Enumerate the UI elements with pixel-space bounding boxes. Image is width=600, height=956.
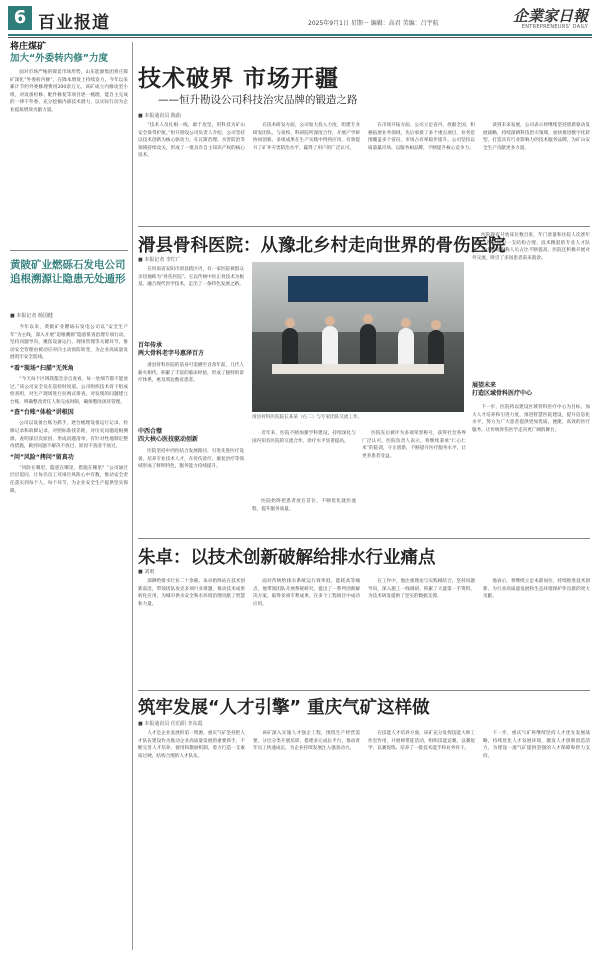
talent-story-column: 下一步，重庆气矿将继续坚持人才优先发展战略，持续优化人才发展环境，激发人才创新创造活力，为建设一流气矿提供坚强的人才保障和智力支持。 <box>483 731 590 759</box>
water-story-column: 他表示，将继续立足本职岗位，持续推进技术创新，为行业高质量发展和生态环境保护作出新的更大贡献。 <box>483 579 590 600</box>
talent-story-body <box>138 730 590 948</box>
brief-headline: 加大“外委转内修”力度 <box>10 53 108 64</box>
section-title: 百业报道 <box>38 13 110 33</box>
talent-story-column: 在技能人才培养方面，该矿充分发挥技能大师工作室作用，开展师带徒活动，组织技能竞赛，以赛促学、以赛促练，培养了一批技术能手和业务骨干。 <box>368 731 475 752</box>
masthead-rule-thin <box>8 37 592 38</box>
feature-headline: 技术破界 市场开疆 <box>138 66 340 92</box>
hospital-story-column: 医院坚持中西医结合发展路径，引进先进医疗设备，培养专业技术人才，在骨伤诊疗、康复治疗等领域形成了鲜明特色，服务能力持续提升。 <box>138 449 244 470</box>
date-line: 2025年9月1日 星期一 编辑：高君 美编：吕宇航 <box>308 20 439 27</box>
masthead <box>8 6 592 36</box>
hospital-story-column: 在河南省安阳市滑县辖区内，有一家医院被群众亲切地称为“骨伤医院”。它以传统中医正骨技术为根基，融合现代医学技术，走出了一条特色发展之路。 <box>138 267 244 288</box>
talent-story-column: 人才是企业发展的第一资源。重庆气矿坚持把人才队伍建设作为推动企业高质量发展的重要抓手，不断完善人才培养、使用和激励机制，着力打造一支素质过硬、结构合理的人才队伍。 <box>138 731 245 759</box>
hospital-story-byline: ■ 本报记者 李忙广 <box>138 257 181 263</box>
masthead-rule <box>8 34 592 36</box>
brief-story <box>10 42 128 177</box>
left-story-subhead: “问”风险“拷问”留真功 <box>10 453 74 461</box>
page-number: 6 <box>8 6 32 30</box>
hospital-story-subhead: 百年传承 两大骨科老字号惠泽百方 <box>138 342 205 357</box>
water-story-byline: ■ 刘雨 <box>138 569 155 575</box>
water-story-column: 深耕给排水行业二十余载，朱卓始终站在技术创新前沿，带领团队攻克多项行业难题，推动技术成果转化应用，为城市供水安全和水环境治理贡献了智慧和力量。 <box>138 579 245 607</box>
column-divider <box>132 42 133 950</box>
brief-headline-kicker: 将庄煤矿 <box>10 42 47 52</box>
feature-subheadline: ——恒升勘设公司科技治灾品牌的锻造之路 <box>158 94 358 106</box>
feature-byline: ■ 本报通讯员 陈曲 <box>138 113 181 119</box>
newspaper-logo-subtitle: ENTREPRENEURS' DAILY <box>521 24 588 30</box>
left-story-subhead: “看”现场“扫描”无死角 <box>10 364 74 372</box>
hospital-story-column: 医院先后被评为多项荣誉称号，获得社会各界广泛认可。医院负责人表示，将继续秉承“仁心仁术”的院训，守正创新，不断提升医疗服务水平，让更多患者受益。 <box>362 431 466 459</box>
feature-column: “技术人员扎根一线，敢于攻坚，用科技为矿山安全保驾护航。”恒升勘设公司负责人介绍，公司坚持以技术创新为核心驱动力，在瓦斯治理、水害防治等领域持续攻关，形成了一批具有自主知识产权的核心技术。 <box>138 123 245 159</box>
water-story-body <box>138 578 590 686</box>
hospital-story-subhead: 中西合璧 四大核心医技驱动创新 <box>138 428 199 443</box>
talent-story-column: 该矿深入实施人才强企工程，围绕生产经营需要，分层分类开展培训，搭建多元成长平台，推动青年员工快速成长，为企业持续发展注入强劲动力。 <box>253 731 360 752</box>
water-story-column: 面对传统给排水系统运行效率低、能耗高等痛点，他带领团队开展系统研究，提出了一系列创新解决方案，取得多项专利成果，在多个工程项目中成功应用。 <box>253 579 360 607</box>
feature-column: 谈到未来发展，公司表示将继续坚持创新驱动发展战略，持续深耕科技治灾领域，加快推进数字化转型，打造具有行业影响力的技术服务品牌，为矿山安全生产贡献更多力量。 <box>483 123 590 151</box>
hospital-story-subhead: 展望未来 打造区域骨科医疗中心 <box>472 382 533 397</box>
hospital-story-column: 近年来，医院不断加强学科建设，持续深化与国内知名医院的交流合作，诊疗水平显著提高。 <box>252 431 356 444</box>
left-story-headline: 黄陂矿业燃砾石发电公司追根溯源让隐患无处遁形 <box>10 259 126 285</box>
photo-caption: 滑县骨科医院院长某某（右二）与专家团队交流工作。 <box>252 415 363 420</box>
left-story-byline: ■ 本报记者 杨国健 <box>10 313 53 319</box>
feature-column: 在技术研发方面，公司加大投入力度，组建专业研发团队，与高校、科研院所深度合作，开展产学研协同创新。多项成果在生产实践中得到应用，有效提升了矿井灾害防治水平，赢得了用户的广泛认可。 <box>253 123 360 151</box>
talent-story-headline: 筑牢发展“人才引擎” 重庆气矿这样做 <box>138 698 430 718</box>
hospital-story-column: 医院现有开放床位数百张，年门诊量和住院人次逐年增长。医院拥有一支结构合理、技术精湛的专业人才队伍，其中高级职称人员占比不断提高。医院还积极开展对外交流，吸引了多国患者前来就诊。 <box>472 233 590 261</box>
newspaper-logo: 企業家日報 <box>512 7 588 25</box>
hospital-story-column: 下一步，医院将以建设区域骨科医疗中心为目标，加大人才培养和引进力度，推进智慧医院建设，提升信息化水平，努力为广大患者提供更加优质、便捷、高效的医疗服务，让传统骨伤医学走向更广阔的舞台。 <box>472 405 590 433</box>
section-divider <box>138 690 590 691</box>
brief-body: 面对市场严峻的煤炭市场形势，山东能源集团将庄煤矿深化“外委转内修”，在降本增效上持续发力，今年以来累计节约外委修理费用200余万元。该矿成立内修攻坚小组，对设备检修、配件修复等项目逐一梳理，能自主完成的一律不外委，充分挖掘内部技术潜力，以实际行动为企业提质增效贡献力量。 <box>10 70 128 113</box>
hospital-story-column: 医院始终把患者放在首位，不断优化就医流程，提升服务质量。 <box>252 499 356 512</box>
hospital-story-column: 滑县骨科医院的前身可追溯至百余年前，几代人薪火相传，积累了丰富的临床经验，形成了独特的诊疗体系，惠及周边数省患者。 <box>138 363 244 384</box>
left-story-subhead: “查”台账“体检”讲根因 <box>10 409 74 417</box>
left-story-body: 今年以来，黄陂矿业燃砾石发电公司以“安全生产年”为主线，深入开展“追根溯源”隐患排查治理专项行动，坚持问题导向，聚焦设备运行、现场管理等关键环节，推动安全管理由被动应对向主动预防转变，为企业高质量发展筑牢安全防线。 “看”现场“扫描”无死角 “今天每个区域我都会亲自查看，每一处细节都不能放过。”该公司安全员在巡检时说道。公司组织技术骨干组成检查组，对生产现场进行拉网式排查，对发现的问题建立台账，明确整改责任人和完成时限，确保整改闭环管理。 “查”台账“体检”讲根因 公司以设备台账为抓手，逐台梳理设备运行记录、检修记录和故障记录，对照标准找差距，对历史问题追根溯源，查明深层次原因，形成问题清单，有针对性地制定整改措施，做到问题不解决不放过、原因不查清不放过。 “问”风险“拷问”留真功 “风险在哪里、隐患在哪里、措施在哪里？”公司通过层层追问，让每名员工对岗位风险心中有数，推动安全责任落实到每个人、每个环节，为企业安全生产提供坚实保障。 <box>10 325 128 494</box>
feature-column: 在市场开拓方面，公司立足省内、放眼全国，积极拓展业务领域，先后承接了多个重点项目，业务范围覆盖多个省份，市场占有率稳步提升。公司坚持以质量赢市场、以服务树品牌，不断提升核心竞争力。 <box>368 123 475 151</box>
water-story-column: 在工作中，他注重理论与实践相结合，坚持问题导向，深入施工一线调研，积累了大量第一手资料，为技术研发提供了坚实的数据支撑。 <box>368 579 475 600</box>
water-story-headline: 朱卓：以技术创新破解给排水行业痛点 <box>138 548 436 568</box>
hospital-story-headline: 滑县骨科医院：从豫北乡村走向世界的骨伤医院 <box>138 236 506 256</box>
section-divider <box>10 250 128 251</box>
hospital-photo <box>252 262 464 412</box>
section-divider <box>138 538 590 539</box>
talent-story-byline: ■ 本报通讯员 任伯阳 李东霞 <box>138 721 203 727</box>
feature-body <box>138 122 590 222</box>
section-divider <box>138 226 590 227</box>
